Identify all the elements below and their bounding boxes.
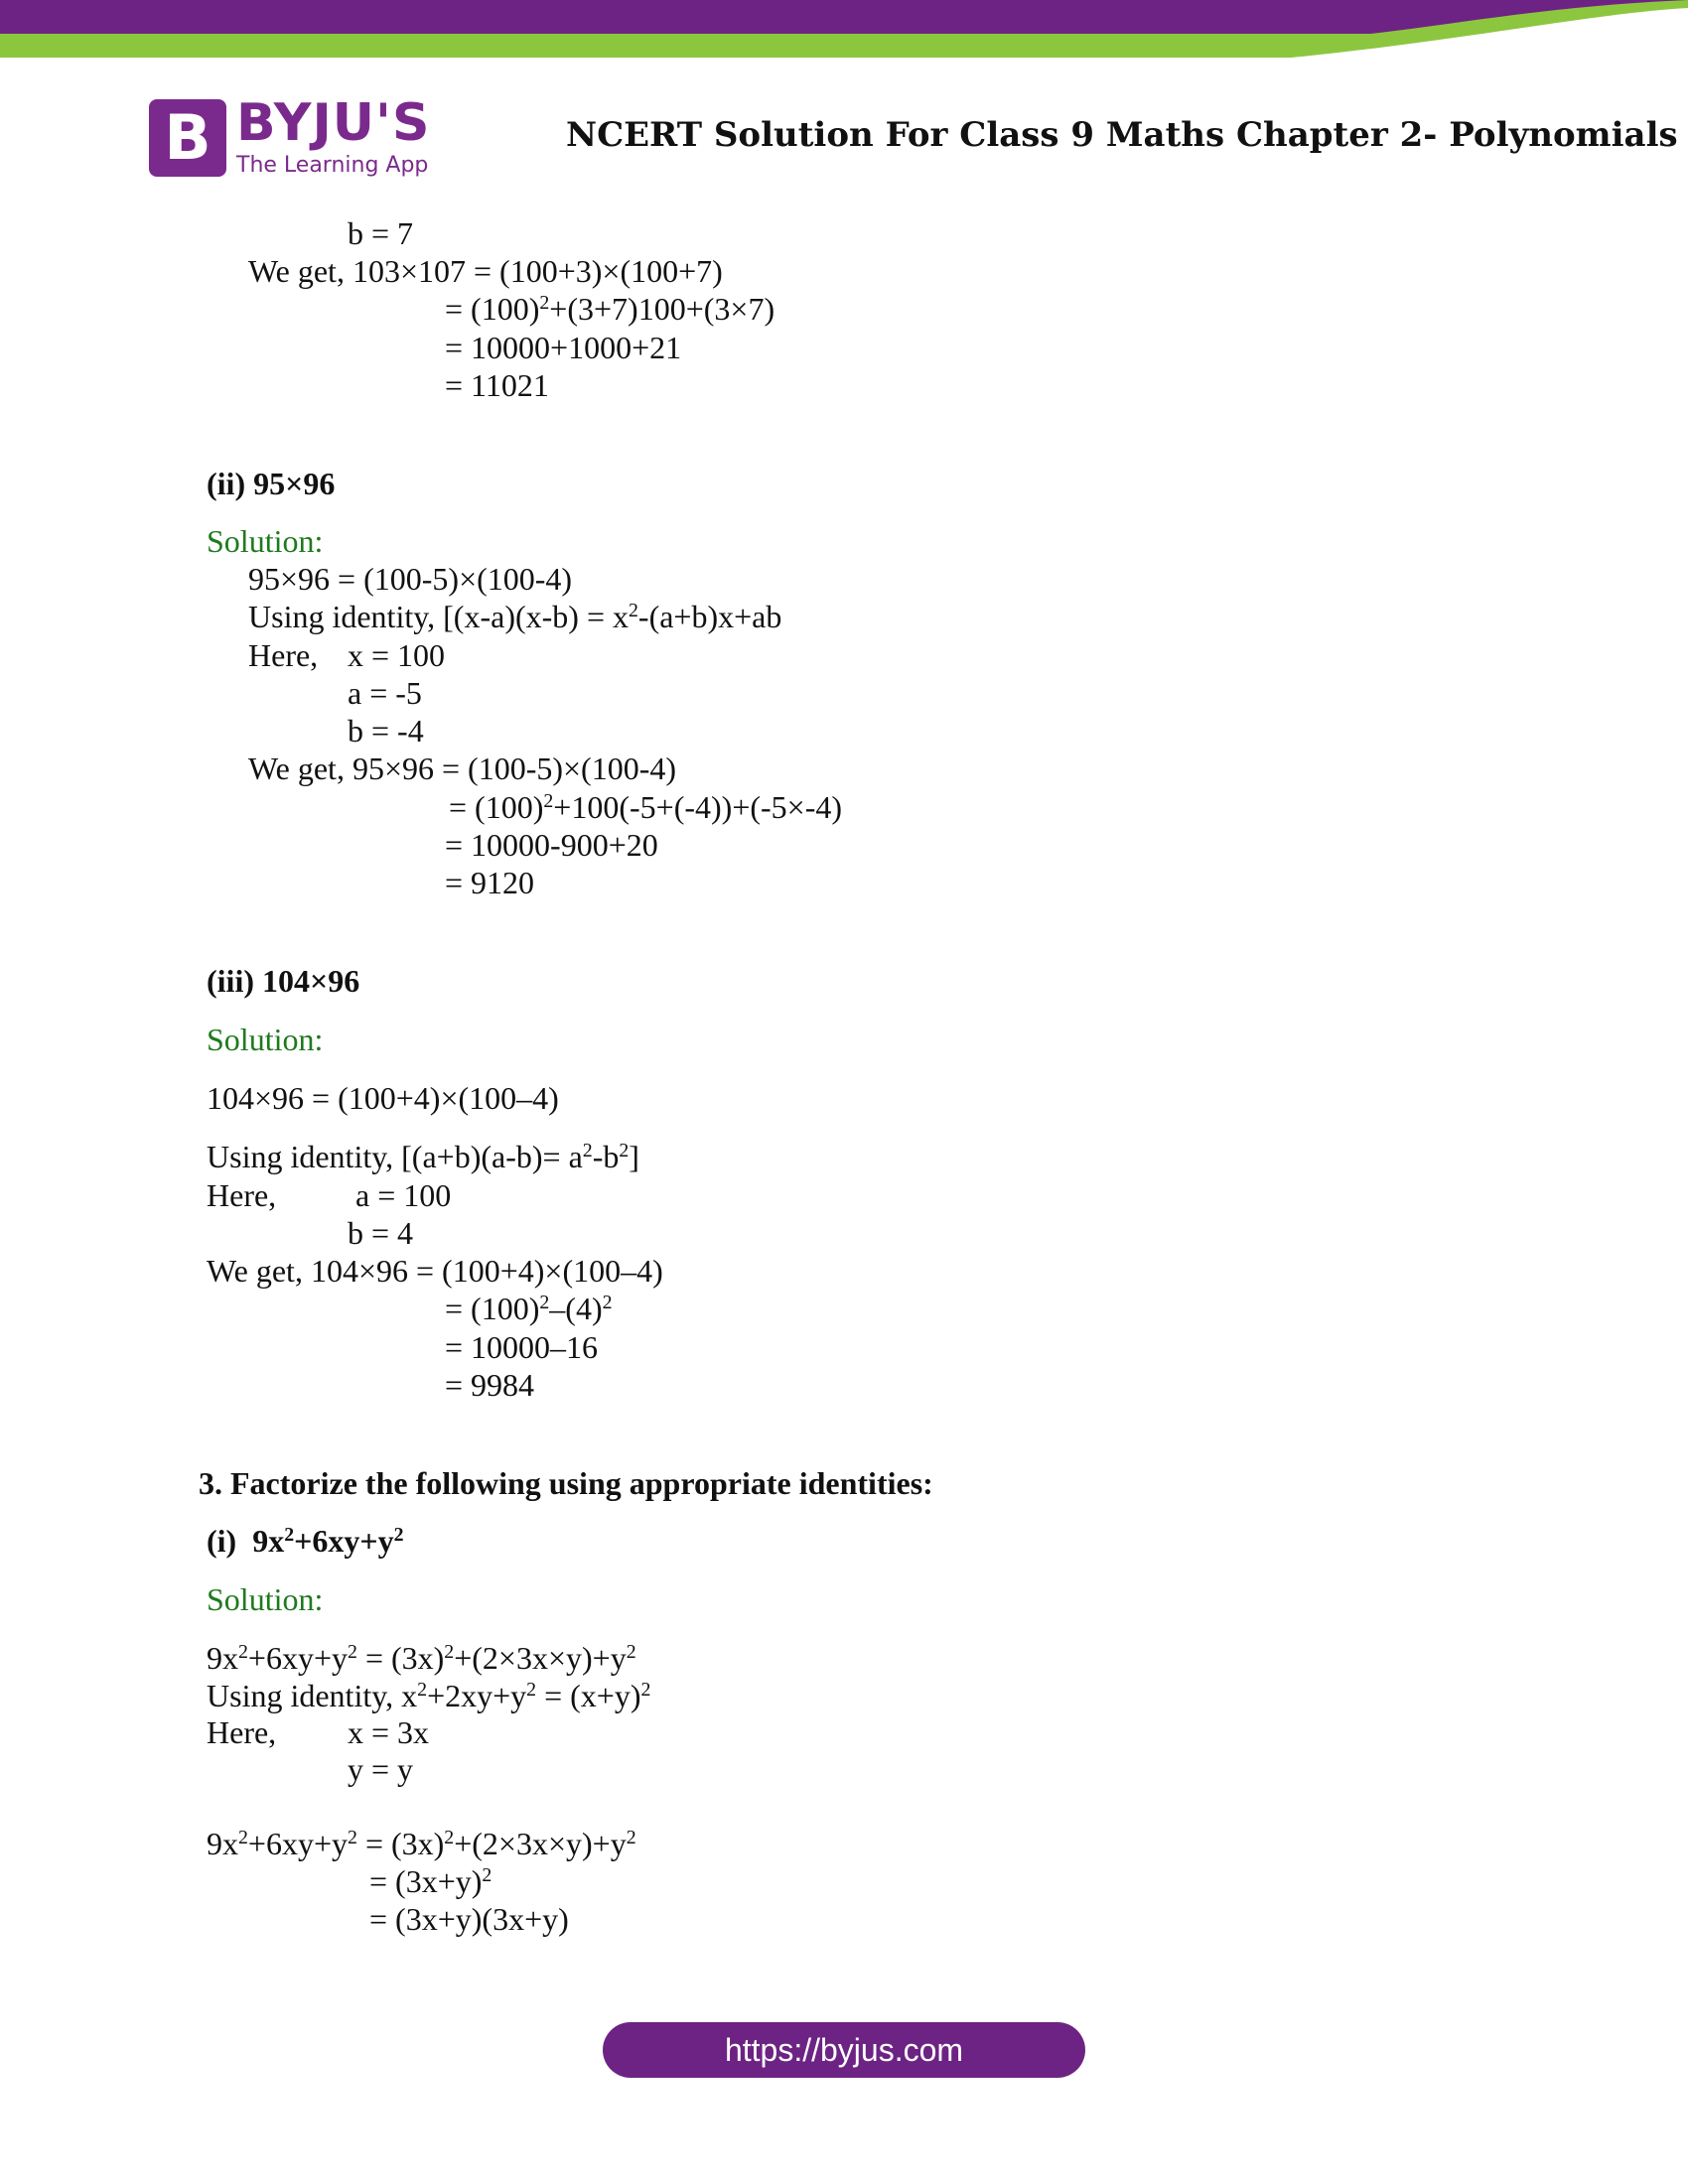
question-heading: (iii) 104×96 <box>207 963 360 999</box>
equation-line: = 9984 <box>445 1367 535 1403</box>
equation-line: = 10000-900+20 <box>445 827 658 863</box>
equation-line: 95×96 = (100-5)×(100-4) <box>248 561 573 597</box>
equation-line: We get, 95×96 = (100-5)×(100-4) <box>248 751 677 786</box>
equation-line: $9x^2+6xy+y^2 = (3x)^2+(2\times 3x\times y)+y^2$ <box>207 1826 636 1861</box>
solution-label: Solution: <box>207 1581 324 1617</box>
equation-line: We get, 104×96 = (100+4)×(100–4) <box>207 1253 663 1289</box>
equation-line: = 9120 <box>445 865 535 900</box>
question-heading: (i) $9x^2+6xy+y^2$ <box>207 1523 404 1559</box>
variable-line: b = -4 <box>348 713 424 749</box>
equation-line: = 11021 <box>445 367 549 403</box>
equation-line: = $(3x+y)^2$ <box>369 1863 492 1899</box>
identity-line: Using identity, $[(a+b)(a-b)= a^2-b^2]$ <box>207 1139 639 1174</box>
identity-line: Using identity, $x^2+2xy+y^2 = (x+y)^2$ <box>207 1678 651 1713</box>
variable-line: x = 100 <box>348 637 446 673</box>
equation-line: = $(100)^2+(3+7)100+(3\times 7)$ <box>445 291 775 327</box>
logo-name: BYJU'S <box>236 93 431 153</box>
variable-line: a = -5 <box>348 675 422 711</box>
here-label: Here, <box>207 1714 277 1750</box>
equation-line: We get, 103×107 = (100+3)×(100+7) <box>248 253 723 289</box>
equation-line: = $(100)^2-(4)^2$ <box>445 1291 613 1326</box>
logo-tagline: The Learning App <box>236 153 429 178</box>
question-heading: (ii) 95×96 <box>207 466 336 501</box>
solution-label: Solution: <box>207 1022 324 1057</box>
page-title: NCERT Solution For Class 9 Maths Chapter 2- Polynomials <box>566 115 1678 155</box>
equation-line: = 10000+1000+21 <box>445 330 682 365</box>
variable-line: y = y <box>348 1751 414 1787</box>
equation-line: = 10000–16 <box>445 1329 599 1365</box>
equation-line: = $(100)^2+100(-5+(-4))+(-5\times-4)$ <box>449 789 843 825</box>
logo-letter: B <box>164 101 211 174</box>
footer-url-link[interactable]: https://byjus.com <box>603 2022 1085 2078</box>
equation-line: b = 7 <box>348 215 414 251</box>
identity-line: Using identity, [$(x-a)(x-b) = x^2-(a+b)x+ab$ <box>248 599 782 634</box>
variable-line: b = 4 <box>348 1215 414 1251</box>
variable-line: a = 100 <box>355 1177 452 1213</box>
equation-line: 104×96 = (100+4)×(100–4) <box>207 1080 559 1116</box>
variable-line: x = 3x <box>348 1714 430 1750</box>
here-label: Here, <box>248 637 319 673</box>
solution-label: Solution: <box>207 523 324 559</box>
here-label: Here, <box>207 1177 277 1213</box>
equation-line: = (3x+y)(3x+y) <box>369 1901 569 1937</box>
equation-line: $9x^2+6xy+y^2 = (3x)^2+(2\times 3x\times y)+y^2$ <box>207 1640 636 1676</box>
question-heading: 3. Factorize the following using appropriate identities: <box>199 1465 933 1501</box>
